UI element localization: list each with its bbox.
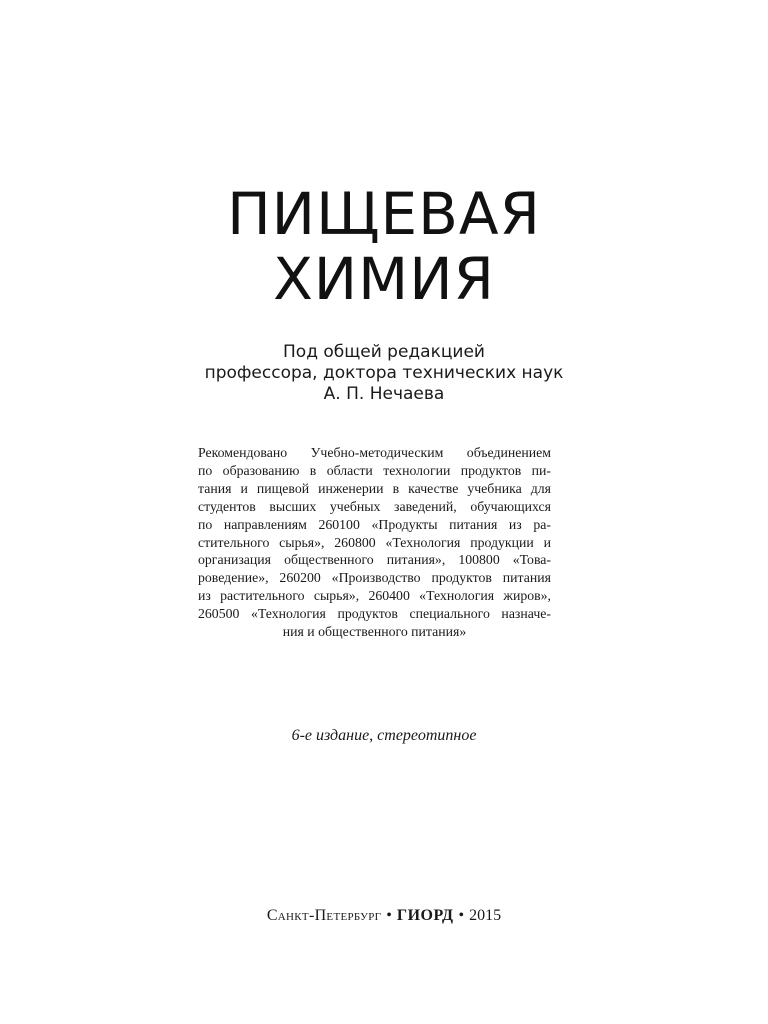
book-title-line-2: ХИМИЯ (273, 245, 495, 313)
recommendation-line: Рекомендовано Учебно-методическим объединением (198, 445, 551, 460)
recommendation-line: роведение», 260200 «Производство продуктов питания (198, 570, 551, 586)
edition-note: 6-е издание, стереотипное (291, 727, 477, 744)
book-title-line-1: ПИЩЕВАЯ (227, 180, 541, 248)
recommendation-line: организация общественного питания», 100800 «Това- (198, 552, 551, 568)
imprint (0, 906, 768, 926)
imprint-city: Санкт-Петербург (266, 907, 382, 924)
imprint-year: 2015 (469, 907, 502, 924)
recommendation-line: студентов высших учебных заведений, обучающихся (198, 498, 551, 514)
recommendation-line: по образованию в области технологии продуктов пи- (198, 462, 551, 478)
editor-line-2: профессора, доктора технических наук (204, 363, 564, 383)
imprint-publisher: ГИОРД (396, 907, 454, 924)
recommendation-line: 260500 «Технология продуктов специального назначе- (198, 606, 551, 622)
editor-name: А. П. Нечаева (323, 384, 445, 404)
recommendation-line: ния и общественного питания» (282, 624, 467, 640)
imprint-separator: • (458, 907, 465, 924)
editor-line-1: Под общей редакцией (283, 342, 485, 362)
recommendation-block (198, 444, 551, 641)
imprint-separator: • (386, 907, 392, 924)
recommendation-line: по направлениям 260100 «Продукты питания из ра- (198, 516, 551, 532)
recommendation-line: стительного сырья», 260800 «Технология продукции и (198, 534, 551, 550)
recommendation-line: из растительного сырья», 260400 «Технология жиров», (198, 588, 551, 604)
recommendation-line: тания и пищевой инженерии в качестве учебника для (198, 480, 551, 496)
